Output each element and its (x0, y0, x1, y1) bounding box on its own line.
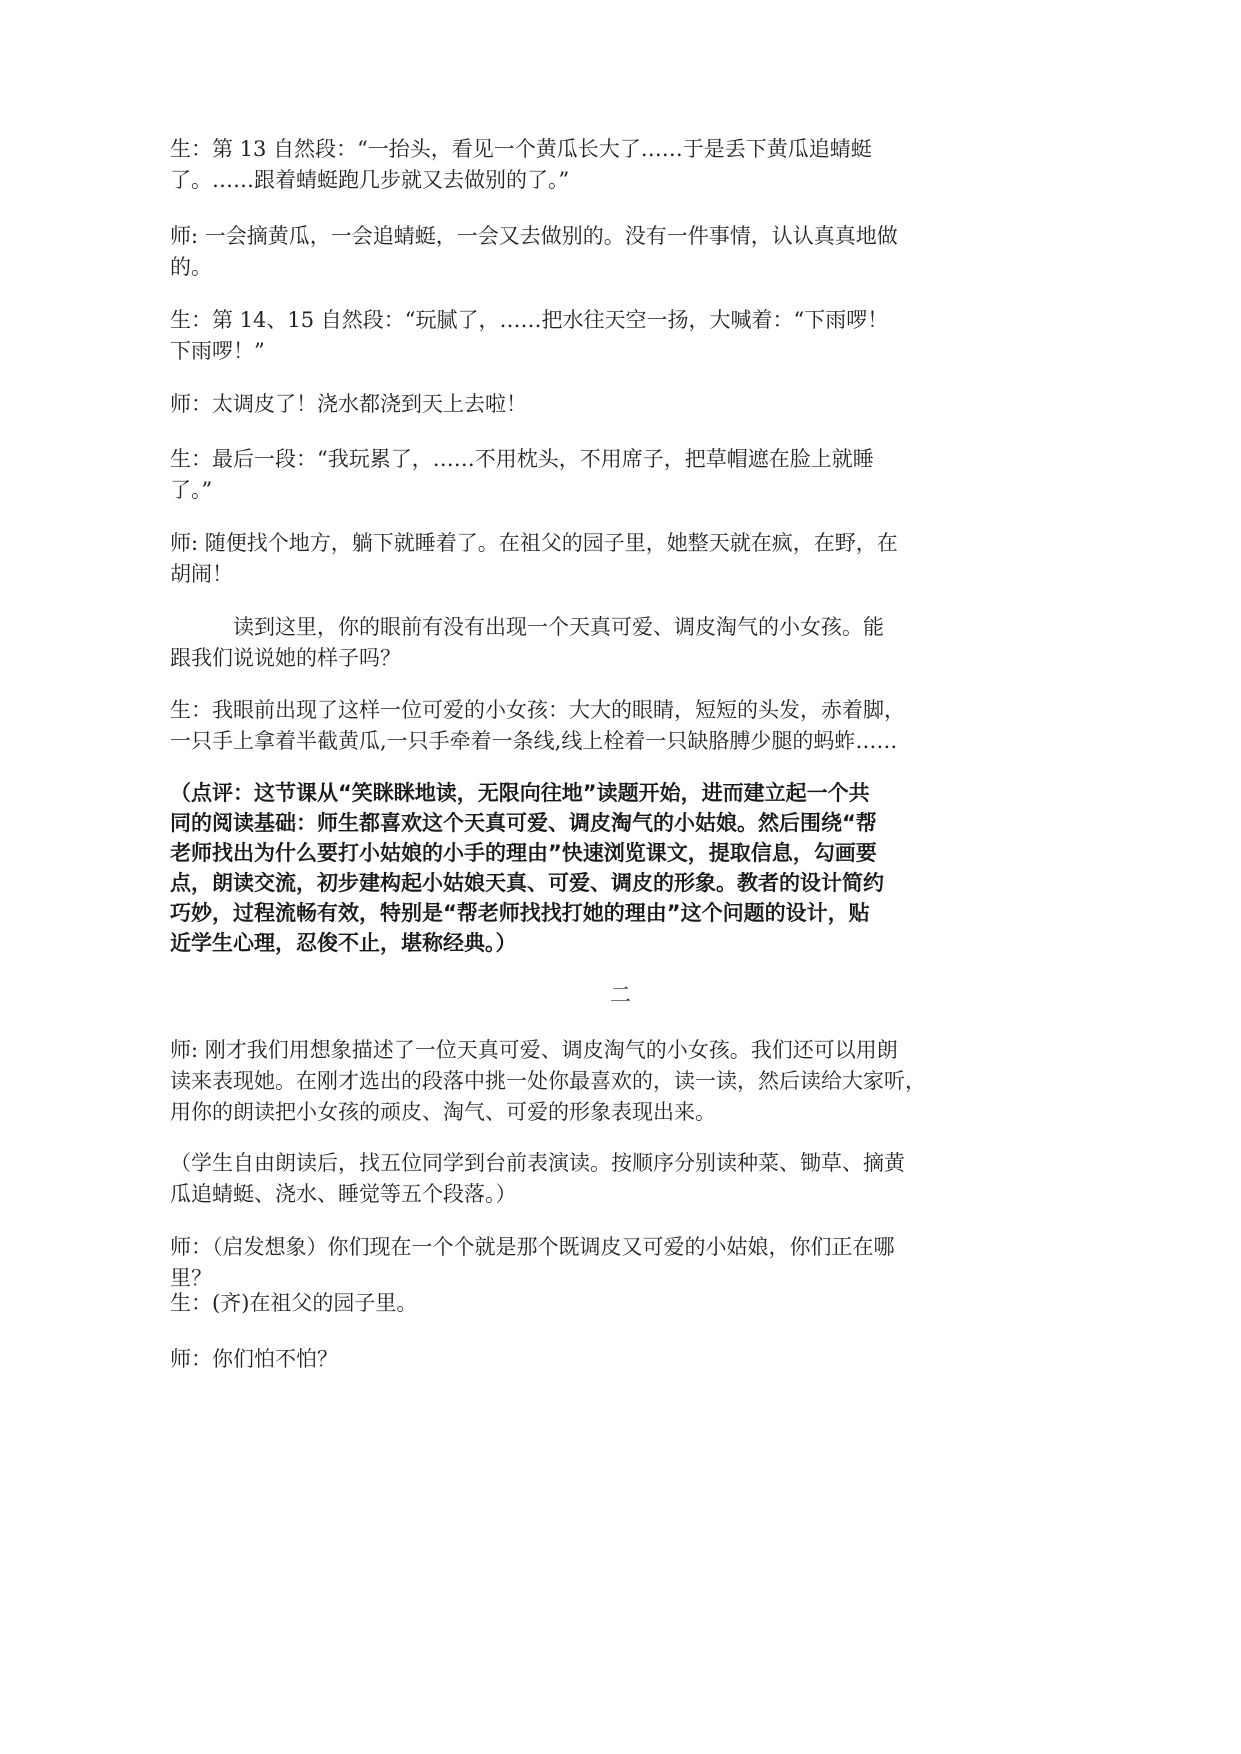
line: 点，朗读交流，初步建构起小姑娘天真、可爱、调皮的形象。教者的设计简约 (170, 871, 884, 895)
line: 师: 随便找个地方，躺下就睡着了。在祖父的园子里，她整天就在疯，在野，在 (170, 531, 898, 555)
section-heading: 二 (610, 983, 631, 1007)
line: 读到这里，你的眼前有没有出现一个天真可爱、调皮淘气的小女孩。能 (170, 615, 884, 639)
paragraph-teacher-1 (170, 221, 1070, 283)
line: 的。 (170, 255, 212, 279)
line: 用你的朗读把小女孩的顽皮、淘气、可爱的形象表现出来。 (170, 1100, 716, 1124)
paragraph-student-chorus (170, 1288, 1070, 1319)
line: 一只手上拿着半截黄瓜,一只手牵着一条线,线上栓着一只缺胳膊少腿的蚂蚱…… (170, 729, 898, 753)
paragraph-student-14-15 (170, 305, 1070, 367)
line: （学生自由朗读后，找五位同学到台前表演读。按顺序分别读种菜、锄草、摘黄 (170, 1151, 905, 1175)
line: 读来表现她。在刚才选出的段落中挑一处你最喜欢的，读一读，然后读给大家听， (170, 1069, 926, 1093)
paragraph-teacher-6 (170, 1344, 1070, 1375)
line: 师：你们怕不怕？ (170, 1347, 338, 1371)
paragraph-teacher-5 (170, 1232, 1070, 1294)
line: 师: 一会摘黄瓜，一会追蜻蜓，一会又去做别的。没有一件事情，认认真真地做 (170, 224, 898, 248)
line: 了。……跟着蜻蜓跑几步就又去做别的了。” (170, 168, 570, 192)
line: 下雨啰！” (170, 339, 265, 363)
paragraph-teacher-3 (170, 528, 1070, 590)
paragraph-teacher-4 (170, 1035, 1070, 1128)
paragraph-teacher-2 (170, 389, 1070, 420)
line: 生：第 14、15 自然段：“玩腻了，……把水往天空一扬，大喊着：“下雨啰！ (170, 308, 889, 332)
line: （点评：这节课从“笑眯眯地读，无限向往地”读题开始，进而建立起一个共 (170, 781, 870, 805)
line: 跟我们说说她的样子吗？ (170, 646, 401, 670)
line: 生：我眼前出现了这样一位可爱的小女孩：大大的眼睛，短短的头发，赤着脚， (170, 698, 905, 722)
paragraph-prompt (170, 612, 1070, 674)
line: 生：(齐)在祖父的园子里。 (170, 1291, 418, 1315)
line: 同的阅读基础：师生都喜欢这个天真可爱、调皮淘气的小姑娘。然后围绕“帮 (170, 811, 877, 835)
line: 老师找出为什么要打小姑娘的小手的理由”快速浏览课文，提取信息，勾画要 (170, 841, 877, 865)
line: 生：第 13 自然段：“一抬头，看见一个黄瓜长大了……于是丢下黄瓜追蜻蜓 (170, 137, 872, 161)
line: 胡闹！ (170, 562, 233, 586)
paragraph-student-13 (170, 134, 1070, 196)
line: 巧妙，过程流畅有效，特别是“帮老师找找打她的理由”这个问题的设计，贴 (170, 901, 870, 925)
comment-paragraph (170, 778, 1070, 958)
line: 师: 刚才我们用想象描述了一位天真可爱、调皮淘气的小女孩。我们还可以用朗 (170, 1038, 898, 1062)
paragraph-stage-direction (170, 1148, 1070, 1210)
line: 生：最后一段：“我玩累了，……不用枕头，不用席子，把草帽遮在脸上就睡 (170, 447, 874, 471)
paragraph-student-last (170, 444, 1070, 506)
line: 了。” (170, 478, 213, 502)
line: 近学生心理，忍俊不止，堪称经典。） (170, 931, 517, 955)
line: 里？ (170, 1266, 212, 1290)
line: 师：太调皮了！浇水都浇到天上去啦！ (170, 392, 527, 416)
paragraph-student-description (170, 695, 1070, 757)
line: 师：（启发想象）你们现在一个个就是那个既调皮又可爱的小姑娘，你们正在哪 (170, 1235, 895, 1259)
line: 瓜追蜻蜓、浇水、睡觉等五个段落。） (170, 1182, 517, 1206)
